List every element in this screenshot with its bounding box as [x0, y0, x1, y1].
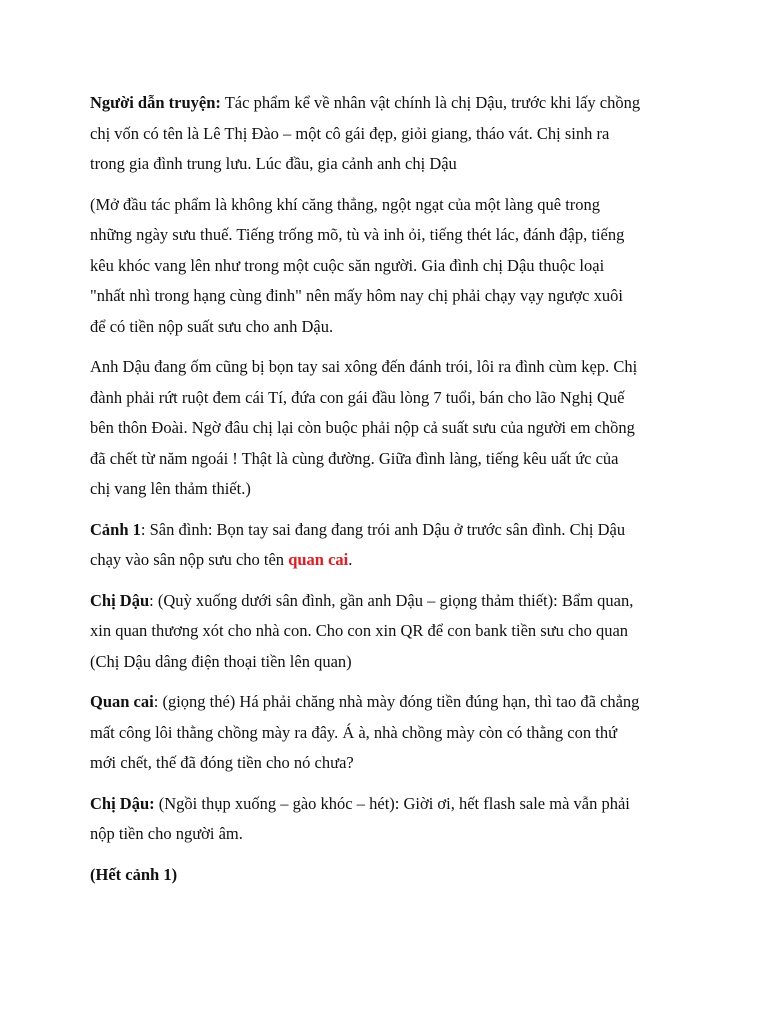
text-segment: "nhất nhì trong hạng cùng đinh" nên mấy hôm nay chị phải chạy vạy ngược xuôi [90, 286, 623, 305]
paragraph [90, 687, 730, 779]
text-line [90, 647, 730, 678]
text-line [90, 444, 730, 475]
text-line [90, 474, 730, 505]
text-line [90, 220, 730, 251]
text-segment: (Mở đầu tác phẩm là không khí căng thẳng, ngột ngạt của một làng quê trong [90, 194, 601, 214]
text-segment: chị vốn có tên là Lê Thị Đào – một cô gái đẹp, giỏi giang, tháo vát. Chị sinh ra [90, 123, 610, 143]
text-line [90, 789, 730, 820]
text-line [90, 352, 730, 383]
speaker-label: Chị Dậu [90, 590, 150, 610]
text-segment: xin quan thương xót cho nhà con. Cho con xin QR để con bank tiền sưu cho quan [90, 621, 629, 640]
text-line [90, 190, 730, 221]
text-segment: : Sân đình: Bọn tay sai đang đang trói anh Dậu ở trước sân đình. Chị Dậu [140, 519, 626, 539]
text-segment: trong gia đình trung lưu. Lúc đầu, gia cảnh anh chị Dậu [90, 154, 457, 173]
text-line [90, 545, 730, 576]
speaker-label: (Hết cảnh 1) [90, 864, 178, 884]
paragraph [90, 586, 730, 678]
text-line [90, 119, 730, 150]
speaker-label: Người dẫn truyện: [90, 93, 221, 112]
text-line [90, 413, 730, 444]
text-line [90, 718, 730, 749]
text-line [90, 819, 730, 850]
text-line [90, 312, 730, 343]
speaker-label: Cảnh 1 [90, 519, 141, 539]
document-body [90, 88, 730, 900]
text-segment: những ngày sưu thuế. Tiếng trống mõ, tù và inh ỏi, tiếng thét lác, đánh đập, tiếng [90, 225, 625, 244]
highlighted-text: quan cai [288, 550, 349, 569]
text-segment: (Ngồi thụp xuống – gào khóc – hét): Giời ơi, hết flash sale mà vẫn phải [154, 793, 630, 813]
speaker-label: Chị Dậu: [90, 793, 155, 813]
text-segment: mới chết, thế đã đóng tiền cho nó chưa? [90, 753, 354, 772]
text-line [90, 616, 730, 647]
text-line [90, 748, 730, 779]
text-line [90, 149, 730, 180]
text-segment: . [348, 550, 353, 569]
paragraph [90, 190, 730, 343]
text-line [90, 251, 730, 282]
text-line [90, 88, 730, 119]
text-line [90, 860, 730, 891]
text-segment: Anh Dậu đang ốm cũng bị bọn tay sai xông đến đánh trói, lôi ra đình cùm kẹp. Chị [90, 357, 638, 376]
paragraph [90, 515, 730, 576]
text-segment: đã chết từ năm ngoái ! Thật là cùng đường. Giữa đình làng, tiếng kêu uất ức của [90, 448, 619, 468]
paragraph [90, 88, 730, 180]
text-segment: bên thôn Đoài. Ngờ đâu chị lại còn buộc phải nộp cả suất sưu của người em chồng [90, 418, 635, 437]
text-segment: chạy vào sân nộp sưu cho tên [90, 550, 289, 569]
text-segment: mất công lôi thằng chồng mày ra đây. Á à, nhà chồng mày còn có thằng con thứ [90, 722, 618, 742]
paragraph [90, 789, 730, 850]
text-segment: Tác phẩm kể về nhân vật chính là chị Dậu, trước khi lấy chồng [220, 93, 641, 112]
text-segment: để có tiền nộp suất sưu cho anh Dậu. [90, 316, 334, 336]
text-segment: : (giọng thé) Há phải chăng nhà mày đóng tiền đúng hạn, thì tao đã chẳng [153, 692, 640, 711]
text-line [90, 586, 730, 617]
text-segment: (Chị Dậu dâng điện thoại tiền lên quan) [90, 651, 352, 671]
text-segment: nộp tiền cho người âm. [90, 824, 243, 843]
text-line [90, 515, 730, 546]
text-line [90, 281, 730, 312]
text-segment: chị vang lên thảm thiết.) [90, 479, 251, 498]
text-line [90, 383, 730, 414]
paragraph [90, 860, 730, 891]
text-segment: đành phải rứt ruột đem cái Tí, đứa con gái đầu lòng 7 tuổi, bán cho lão Nghị Quế [90, 387, 625, 407]
text-segment: kêu khóc vang lên như trong một cuộc săn người. Gia đình chị Dậu thuộc loại [90, 255, 605, 275]
text-segment: : (Quỳ xuống dưới sân đình, gần anh Dậu – giọng thảm thiết): Bẩm quan, [149, 590, 634, 610]
text-line [90, 687, 730, 718]
paragraph [90, 352, 730, 505]
speaker-label: Quan cai [90, 692, 154, 711]
